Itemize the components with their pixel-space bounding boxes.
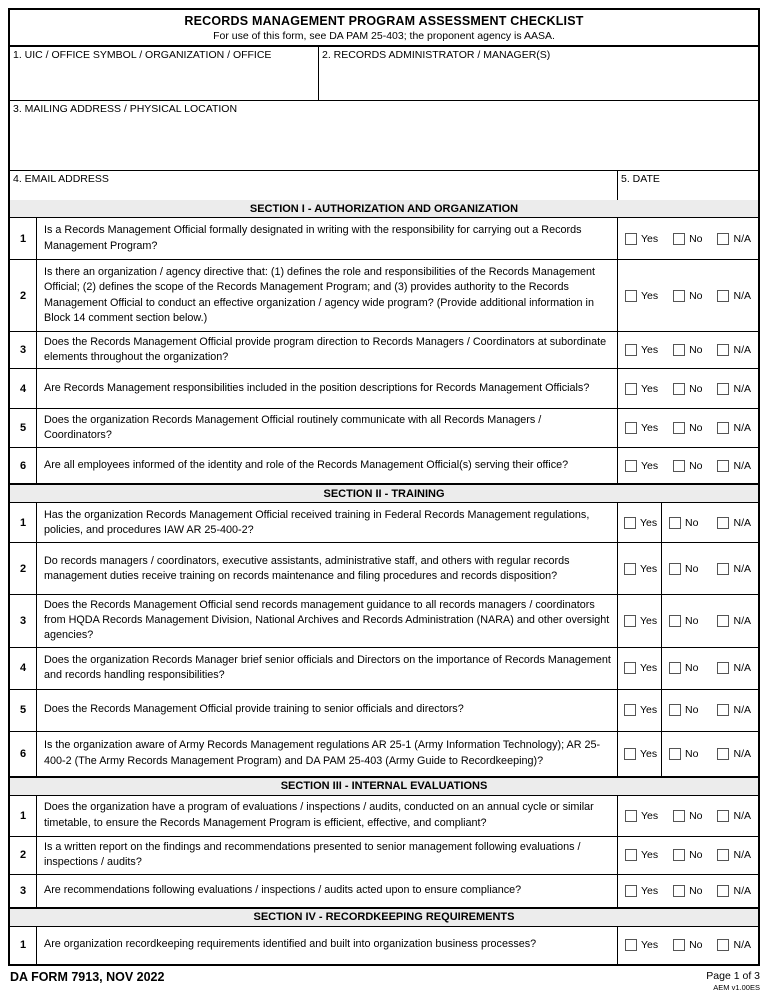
yes-checkbox[interactable] <box>625 290 637 302</box>
answer-cell <box>618 543 758 594</box>
answer-no <box>673 233 702 245</box>
answer-na <box>717 662 751 674</box>
no-checkbox[interactable] <box>669 517 681 529</box>
answer-na <box>717 422 751 434</box>
na-label: N/A <box>733 704 751 717</box>
question-text: Does the Records Management Official send records management guidance to all records managers / coordinators from HQDA Records Management Division, National Archives and Records Administration (NARA) and other oversight agencies? <box>37 595 618 646</box>
question-row <box>10 837 758 875</box>
answer-na <box>717 885 751 897</box>
answer-na <box>717 290 751 302</box>
answer-no <box>673 383 702 395</box>
question-number: 1 <box>10 503 37 542</box>
no-label: No <box>685 704 699 717</box>
answer-options <box>618 875 758 907</box>
answer-no <box>673 290 702 302</box>
answer-na <box>717 810 751 822</box>
answer-cell <box>618 595 758 646</box>
question-number: 6 <box>10 448 37 483</box>
question-row <box>10 409 758 448</box>
question-row <box>10 648 758 690</box>
question-number: 5 <box>10 690 37 731</box>
no-label: No <box>689 459 703 472</box>
answer-cell <box>618 503 758 542</box>
checklist-sections <box>10 200 758 964</box>
na-label: N/A <box>733 382 751 395</box>
answer-cell <box>618 875 758 907</box>
na-label: N/A <box>733 289 751 302</box>
na-checkbox[interactable] <box>717 662 729 674</box>
question-text: Is a written report on the findings and recommendations presented to senior management following evaluations / inspections / audits? <box>37 837 618 874</box>
no-checkbox[interactable] <box>669 662 681 674</box>
question-row <box>10 732 758 777</box>
no-checkbox[interactable] <box>669 704 681 716</box>
na-checkbox[interactable] <box>717 517 729 529</box>
answer-cell <box>618 218 758 259</box>
na-label: N/A <box>733 232 751 245</box>
answer-yes <box>625 233 658 245</box>
question-number: 2 <box>10 837 37 874</box>
answer-yes-cell <box>618 690 662 731</box>
no-checkbox[interactable] <box>673 885 685 897</box>
question-number: 2 <box>10 260 37 331</box>
answer-na <box>717 615 751 627</box>
answer-yes <box>624 662 657 674</box>
na-checkbox[interactable] <box>717 704 729 716</box>
section-header: SECTION II - TRAINING <box>10 484 758 503</box>
answer-na <box>717 460 751 472</box>
na-checkbox[interactable] <box>717 615 729 627</box>
no-label: No <box>689 422 703 435</box>
answer-yes <box>625 460 658 472</box>
yes-checkbox[interactable] <box>625 849 637 861</box>
no-label: No <box>685 747 699 760</box>
no-checkbox[interactable] <box>673 290 685 302</box>
yes-label: Yes <box>641 289 659 302</box>
question-text: Does the Records Management Official provide training to senior officials and directors? <box>37 690 618 731</box>
question-text: Are Records Management responsibilities included in the position descriptions for Records Management Officials? <box>37 369 618 408</box>
answer-no <box>673 344 702 356</box>
no-checkbox[interactable] <box>673 383 685 395</box>
form-frame <box>8 8 760 966</box>
answer-yes <box>625 810 658 822</box>
answer-na <box>717 233 751 245</box>
na-label: N/A <box>733 747 751 760</box>
question-row <box>10 369 758 409</box>
no-label: No <box>689 232 703 245</box>
na-checkbox[interactable] <box>717 563 729 575</box>
version-tag: AEM v1.00ES <box>713 982 760 992</box>
answer-yes <box>624 704 657 716</box>
no-label: No <box>685 516 699 529</box>
answer-yes <box>625 885 658 897</box>
no-label: No <box>685 662 699 675</box>
no-label: No <box>689 939 703 952</box>
no-label: No <box>689 344 703 357</box>
no-label: No <box>685 562 699 575</box>
answer-no <box>673 422 702 434</box>
answer-yes-cell <box>618 648 662 689</box>
form-header <box>10 10 758 47</box>
na-label: N/A <box>733 939 751 952</box>
yes-checkbox[interactable] <box>625 810 637 822</box>
yes-checkbox[interactable] <box>624 704 636 716</box>
question-row <box>10 503 758 543</box>
yes-label: Yes <box>641 382 659 395</box>
answer-no <box>673 885 702 897</box>
yes-label: Yes <box>641 459 659 472</box>
answer-no <box>673 810 702 822</box>
answer-options <box>618 218 758 259</box>
question-text: Does the organization Records Management Official routinely communicate with all Records Managers / Coordinators? <box>37 409 618 447</box>
question-row <box>10 796 758 837</box>
answer-options <box>618 448 758 483</box>
yes-label: Yes <box>641 884 659 897</box>
field-mailing-address-label: 3. MAILING ADDRESS / PHYSICAL LOCATION <box>13 103 238 115</box>
answer-no-na-cell <box>662 690 758 731</box>
question-text: Are organization recordkeeping requirements identified and built into organization business processes? <box>37 927 618 964</box>
answer-no <box>673 939 702 951</box>
na-label: N/A <box>733 459 751 472</box>
no-checkbox[interactable] <box>673 233 685 245</box>
question-number: 2 <box>10 543 37 594</box>
question-row <box>10 260 758 332</box>
answer-yes <box>624 615 657 627</box>
section-header: SECTION IV - RECORDKEEPING REQUIREMENTS <box>10 908 758 927</box>
no-label: No <box>689 289 703 302</box>
yes-checkbox[interactable] <box>625 460 637 472</box>
na-checkbox[interactable] <box>717 939 729 951</box>
field-records-administrator[interactable] <box>319 47 758 100</box>
question-text: Are all employees informed of the identity and role of the Records Management Official(s) serving their office? <box>37 448 618 483</box>
answer-na <box>717 517 751 529</box>
question-text: Are recommendations following evaluations / inspections / audits acted upon to ensure compliance? <box>37 875 618 907</box>
na-checkbox[interactable] <box>717 748 729 760</box>
yes-checkbox[interactable] <box>624 517 636 529</box>
no-checkbox[interactable] <box>673 344 685 356</box>
question-row <box>10 595 758 647</box>
answer-no <box>669 662 698 674</box>
na-label: N/A <box>733 422 751 435</box>
yes-label: Yes <box>641 344 659 357</box>
id-row-1 <box>10 47 758 101</box>
yes-checkbox[interactable] <box>625 885 637 897</box>
question-number: 1 <box>10 218 37 259</box>
yes-label: Yes <box>641 849 659 862</box>
answer-options <box>618 332 758 368</box>
field-mailing-address[interactable] <box>10 101 758 171</box>
answer-yes-cell <box>618 595 662 646</box>
question-number: 3 <box>10 332 37 368</box>
na-checkbox[interactable] <box>717 810 729 822</box>
yes-checkbox[interactable] <box>625 344 637 356</box>
page-indicator: Page 1 of 3 <box>706 969 760 982</box>
yes-checkbox[interactable] <box>625 422 637 434</box>
question-text: Is there an organization / agency directive that: (1) defines the role and responsibilities of the Records Management Official; (2) defines the scope of the Records Management Program; and (3) provides authority to the Records Management Official to conduct an effective organization / agency wide program? (Provide additional information in Block 14 comment section below.) <box>37 260 618 331</box>
na-label: N/A <box>733 884 751 897</box>
answer-options <box>618 927 758 964</box>
na-label: N/A <box>733 809 751 822</box>
answer-no <box>669 563 698 575</box>
na-checkbox[interactable] <box>717 460 729 472</box>
answer-cell <box>618 448 758 483</box>
answer-na <box>717 939 751 951</box>
answer-yes <box>625 344 658 356</box>
na-checkbox[interactable] <box>717 885 729 897</box>
answer-yes <box>624 748 657 760</box>
yes-checkbox[interactable] <box>624 662 636 674</box>
na-checkbox[interactable] <box>717 344 729 356</box>
yes-label: Yes <box>641 809 659 822</box>
field-uic-label: 1. UIC / OFFICE SYMBOL / ORGANIZATION / OFFICE <box>13 49 272 61</box>
no-checkbox[interactable] <box>673 849 685 861</box>
answer-yes <box>625 849 658 861</box>
form-number: DA FORM 7913, NOV 2022 <box>10 969 165 984</box>
yes-label: Yes <box>641 422 659 435</box>
answer-options <box>618 409 758 447</box>
yes-checkbox[interactable] <box>624 748 636 760</box>
id-row-3 <box>10 171 758 200</box>
yes-checkbox[interactable] <box>625 939 637 951</box>
answer-no <box>673 849 702 861</box>
no-checkbox[interactable] <box>673 422 685 434</box>
answer-yes <box>625 422 658 434</box>
yes-label: Yes <box>640 562 658 575</box>
answer-options <box>618 796 758 836</box>
no-checkbox[interactable] <box>669 563 681 575</box>
field-date-label: 5. DATE <box>621 173 660 185</box>
question-text: Is a Records Management Official formally designated in writing with the responsibility for carrying out a Records Management Program? <box>37 218 618 259</box>
na-checkbox[interactable] <box>717 383 729 395</box>
answer-yes <box>625 939 658 951</box>
na-checkbox[interactable] <box>717 849 729 861</box>
question-row <box>10 875 758 908</box>
question-number: 4 <box>10 369 37 408</box>
form-title: RECORDS MANAGEMENT PROGRAM ASSESSMENT CHECKLIST <box>184 14 584 28</box>
answer-na <box>717 704 751 716</box>
field-records-administrator-label: 2. RECORDS ADMINISTRATOR / MANAGER(S) <box>322 49 551 61</box>
question-row <box>10 543 758 595</box>
no-checkbox[interactable] <box>673 810 685 822</box>
question-text: Does the organization Records Manager brief senior officials and Directors on the importance of Records Management and records handling responsibilities? <box>37 648 618 689</box>
na-label: N/A <box>733 516 751 529</box>
no-checkbox[interactable] <box>669 615 681 627</box>
question-text: Do records managers / coordinators, executive assistants, administrative staff, and others with regular records management duties receive training on records maintenance and filing procedures and records disposition? <box>37 543 618 594</box>
question-number: 4 <box>10 648 37 689</box>
na-checkbox[interactable] <box>717 422 729 434</box>
na-label: N/A <box>733 662 751 675</box>
answer-no <box>669 748 698 760</box>
section-header: SECTION III - INTERNAL EVALUATIONS <box>10 777 758 796</box>
answer-no <box>669 615 698 627</box>
yes-checkbox[interactable] <box>624 615 636 627</box>
question-row <box>10 332 758 369</box>
answer-no <box>669 517 698 529</box>
yes-label: Yes <box>640 662 658 675</box>
answer-no <box>673 460 702 472</box>
form-subtitle: For use of this form, see DA PAM 25-403; the proponent agency is AASA. <box>213 30 555 42</box>
footer-right <box>706 970 760 993</box>
yes-checkbox[interactable] <box>625 233 637 245</box>
yes-checkbox[interactable] <box>625 383 637 395</box>
question-number: 1 <box>10 927 37 964</box>
question-number: 6 <box>10 732 37 776</box>
answer-yes <box>625 383 658 395</box>
field-email-label: 4. EMAIL ADDRESS <box>13 173 109 185</box>
field-date[interactable] <box>618 171 758 200</box>
no-label: No <box>685 614 699 627</box>
question-number: 3 <box>10 595 37 646</box>
yes-label: Yes <box>640 704 658 717</box>
answer-cell <box>618 332 758 368</box>
answer-na <box>717 563 751 575</box>
answer-na <box>717 748 751 760</box>
answer-yes <box>625 290 658 302</box>
answer-cell <box>618 837 758 874</box>
na-checkbox[interactable] <box>717 233 729 245</box>
answer-cell <box>618 648 758 689</box>
no-checkbox[interactable] <box>673 939 685 951</box>
no-checkbox[interactable] <box>669 748 681 760</box>
answer-options <box>618 837 758 874</box>
answer-cell <box>618 409 758 447</box>
yes-label: Yes <box>640 614 658 627</box>
question-row <box>10 927 758 964</box>
answer-no-na-cell <box>662 595 758 646</box>
na-label: N/A <box>733 849 751 862</box>
answer-yes <box>624 563 657 575</box>
no-checkbox[interactable] <box>673 460 685 472</box>
answer-no-na-cell <box>662 648 758 689</box>
question-row <box>10 448 758 484</box>
section-header: SECTION I - AUTHORIZATION AND ORGANIZATION <box>10 200 758 218</box>
question-number: 3 <box>10 875 37 907</box>
no-label: No <box>689 382 703 395</box>
question-text: Does the organization have a program of evaluations / inspections / audits, conducted on an annual cycle or similar timetable, to ensure the Records Management Program is efficient, effective, and compliant? <box>37 796 618 836</box>
no-label: No <box>689 884 703 897</box>
no-label: No <box>689 809 703 822</box>
question-number: 1 <box>10 796 37 836</box>
yes-label: Yes <box>640 747 658 760</box>
answer-cell <box>618 796 758 836</box>
answer-na <box>717 383 751 395</box>
question-row <box>10 218 758 260</box>
answer-yes-cell <box>618 543 662 594</box>
answer-cell <box>618 690 758 731</box>
answer-options <box>618 260 758 331</box>
field-email[interactable] <box>10 171 618 200</box>
answer-yes-cell <box>618 732 662 776</box>
na-label: N/A <box>733 344 751 357</box>
yes-label: Yes <box>640 516 658 529</box>
answer-yes-cell <box>618 503 662 542</box>
question-text: Is the organization aware of Army Records Management regulations AR 25-1 (Army Information Technology); AR 25-400-2 (The Army Records Management Program) and DA PAM 25-403 (Army Guide to Recordkeeping)? <box>37 732 618 776</box>
answer-no <box>669 704 698 716</box>
answer-na <box>717 344 751 356</box>
na-checkbox[interactable] <box>717 290 729 302</box>
answer-no-na-cell <box>662 503 758 542</box>
yes-checkbox[interactable] <box>624 563 636 575</box>
na-label: N/A <box>733 562 751 575</box>
answer-cell <box>618 927 758 964</box>
question-text: Has the organization Records Management Official received training in Federal Records Management regulations, policies, and procedures IAW AR 25-400-2? <box>37 503 618 542</box>
yes-label: Yes <box>641 232 659 245</box>
answer-options <box>618 369 758 408</box>
answer-cell <box>618 369 758 408</box>
answer-cell <box>618 260 758 331</box>
answer-cell <box>618 732 758 776</box>
question-text: Does the Records Management Official provide program direction to Records Managers / Coordinators at subordinate elements throughout the organization? <box>37 332 618 368</box>
field-uic[interactable] <box>10 47 319 100</box>
question-row <box>10 690 758 732</box>
answer-na <box>717 849 751 861</box>
answer-no-na-cell <box>662 732 758 776</box>
yes-label: Yes <box>641 939 659 952</box>
form-footer <box>8 966 760 993</box>
no-label: No <box>689 849 703 862</box>
answer-yes <box>624 517 657 529</box>
answer-no-na-cell <box>662 543 758 594</box>
na-label: N/A <box>733 614 751 627</box>
question-number: 5 <box>10 409 37 447</box>
